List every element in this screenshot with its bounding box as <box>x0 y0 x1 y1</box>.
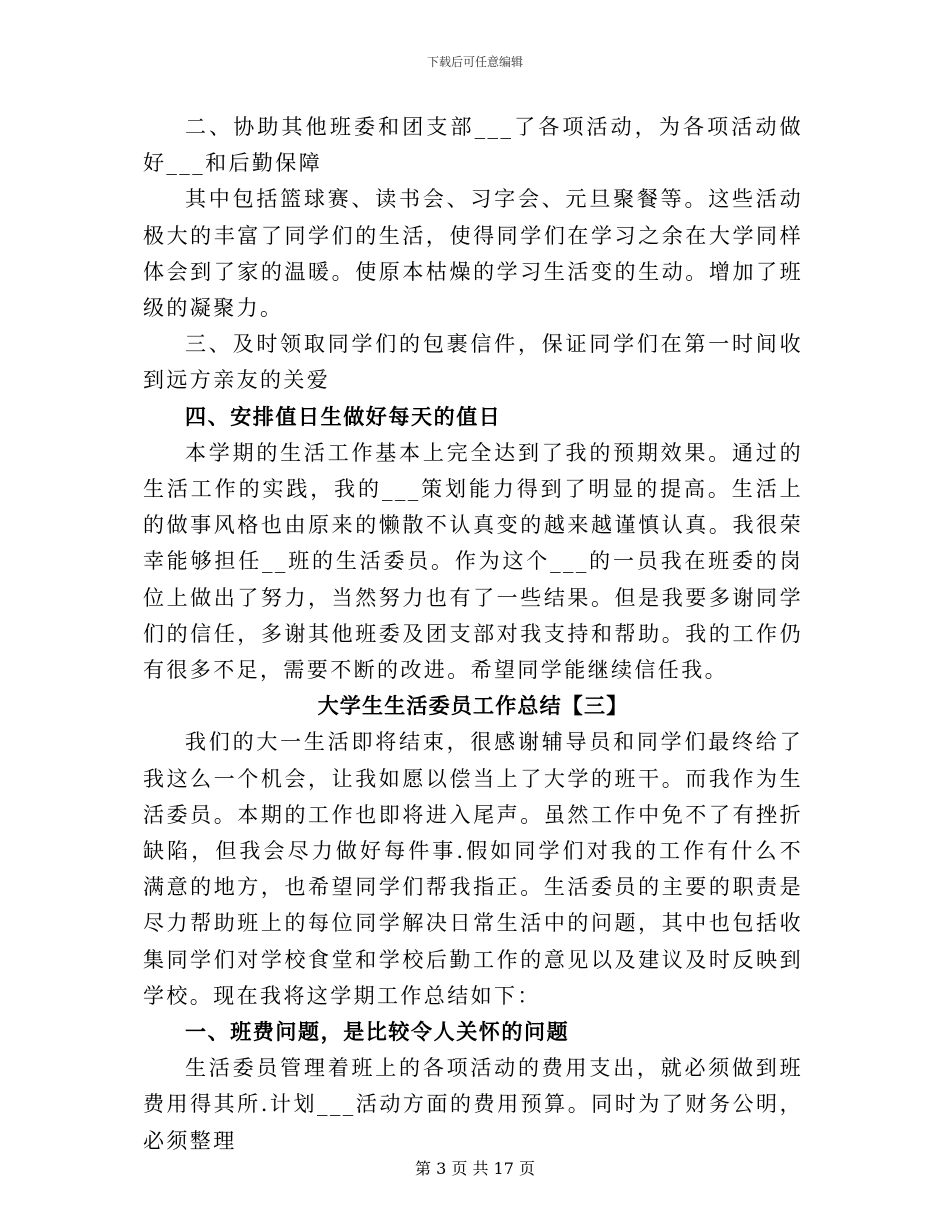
paragraph-parcels: 三、及时领取同学们的包裹信件，保证同学们在第一时间收到远方亲友的关爱 <box>143 332 803 393</box>
paragraph-semester-summary: 本学期的生活工作基本上完全达到了我的预期效果。通过的生活工作的实践，我的___策划能力得到了明显的提高。生活上的做事风格也由原来的懒散不认真变的越来越谨慎认真。我很荣幸能够担任__班的生活委员。作为这个___的一员我在班委的岗位上做出了努力，当然努力也有了一些结果。但是我要多谢同学们的信任，多谢其他班委及团支部对我支持和帮助。我的工作仍有很多不足，需要不断的改进。希望同学能继续信任我。 <box>143 440 803 683</box>
paragraph-assist-activities: 二、协助其他班委和团支部___了各项活动，为各项活动做好___和后勤保障 <box>143 115 803 176</box>
paragraph-activities-detail: 其中包括篮球赛、读书会、习字会、元旦聚餐等。这些活动极大的丰富了同学们的生活，使得同学们在学习之余在大学同样体会到了家的温暖。使原本枯燥的学习生活变的生动。增加了班级的凝聚力。 <box>143 187 803 321</box>
download-edit-note: 下载后可任意编辑 <box>426 55 523 69</box>
paragraph-intro: 我们的大一生活即将结束，很感谢辅导员和同学们最终给了我这么一个机会，让我如愿以偿当上了大学的班干。而我作为生活委员。本期的工作也即将进入尾声。虽然工作中免不了有挫折缺陷，但我会尽力做好每件事.假如同学们对我的工作有什么不满意的地方，也希望同学们帮我指正。生活委员的主要的职责是尽力帮助班上的每位同学解决日常生活中的问题，其中也包括收集同学们对学校食堂和学校后勤工作的意见以及建议及时反映到学校。现在我将这学期工作总结如下： <box>143 730 803 1008</box>
heading-class-fees: 一、班费问题，是比较令人关怀的问题 <box>185 1020 570 1045</box>
page-number: 第 3 页 共 17 页 <box>415 1159 535 1178</box>
paragraph-fee-management: 生活委员管理着班上的各项活动的费用支出，就必须做到班费用得其所.计划___活动方面的费用预算。同时为了财务公明，必须整理 <box>143 1056 803 1153</box>
section-title: 大学生生活委员工作总结【三】 <box>317 694 629 719</box>
heading-duty-schedule: 四、安排值日生做好每天的值日 <box>185 404 502 429</box>
document-body <box>143 109 803 1159</box>
